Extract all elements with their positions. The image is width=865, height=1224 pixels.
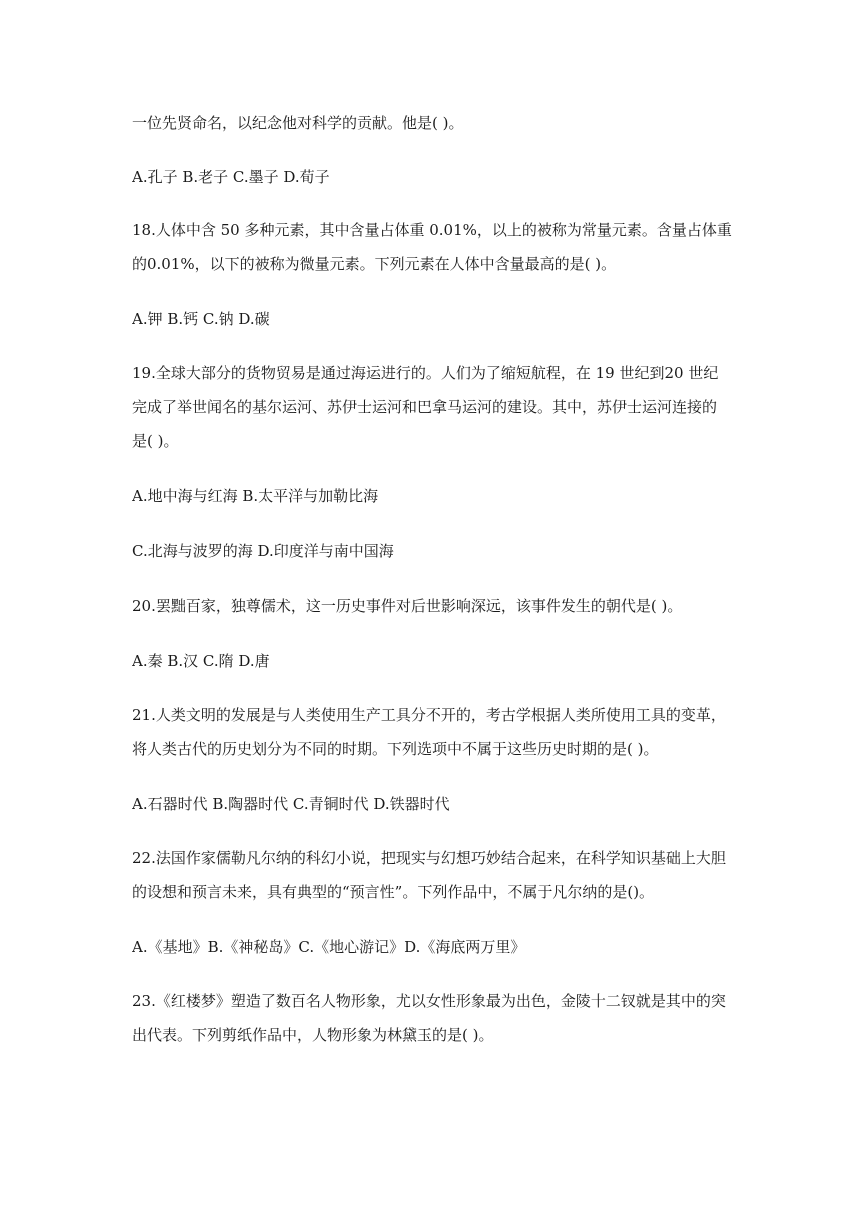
q18-stem-line-2: 的0.01%，以下的被称为微量元素。下列元素在人体中含量最高的是( )。 <box>132 255 617 273</box>
q23-stem-line-1: 23.《红楼梦》塑造了数百名人物形象，尤以女性形象最为出色，金陵十二钗就是其中的突 <box>132 992 726 1010</box>
q19-options-row-2: C.北海与波罗的海 D.印度洋与南中国海 <box>132 542 394 560</box>
q22-stem-line-2: 的设想和预言未来，具有典型的“预言性”。下列作品中，不属于凡尔纳的是()。 <box>132 883 655 901</box>
q19-stem-line-2: 完成了举世闻名的基尔运河、苏伊士运河和巴拿马运河的建设。其中，苏伊士运河连接的 <box>132 398 718 416</box>
q19-options-row-1: A.地中海与红海 B.太平洋与加勒比海 <box>132 487 379 505</box>
q18-options: A.钾 B.钙 C.钠 D.碳 <box>132 310 270 328</box>
q23-stem-line-2: 出代表。下列剪纸作品中，人物形象为林黛玉的是( )。 <box>132 1026 494 1044</box>
q22-stem-line-1: 22.法国作家儒勒凡尔纳的科幻小说，把现实与幻想巧妙结合起来，在科学知识基础上大胆 <box>132 849 726 867</box>
q21-stem-line-2: 将人类古代的历史划分为不同的时期。下列选项中不属于这些历史时期的是( )。 <box>132 740 659 758</box>
q21-stem-line-1: 21.人类文明的发展是与人类使用生产工具分不开的，考古学根据人类所使用工具的变革， <box>132 706 726 724</box>
q17-options: A.孔子 B.老子 C.墨子 D.荀子 <box>132 168 330 186</box>
q20-options: A.秦 B.汉 C.隋 D.唐 <box>132 652 270 670</box>
q21-options: A.石器时代 B.陶器时代 C.青铜时代 D.铁器时代 <box>132 795 450 813</box>
q19-stem-line-1: 19.全球大部分的货物贸易是通过海运进行的。人们为了缩短航程，在 19 世纪到20 世纪 <box>132 364 719 382</box>
q20-stem: 20.罢黜百家，独尊儒术，这一历史事件对后世影响深远，该事件发生的朝代是( )。 <box>132 597 683 615</box>
q19-stem-line-3: 是( )。 <box>132 432 179 450</box>
q22-options: A.《基地》B.《神秘岛》C.《地心游记》D.《海底两万里》 <box>132 938 526 956</box>
q18-stem-line-1: 18.人体中含 50 多种元素，其中含量占体重 0.01%，以上的被称为常量元素。含量占体重 <box>132 221 732 239</box>
q17-stem-continuation: 一位先贤命名，以纪念他对科学的贡献。他是( )。 <box>132 114 464 132</box>
